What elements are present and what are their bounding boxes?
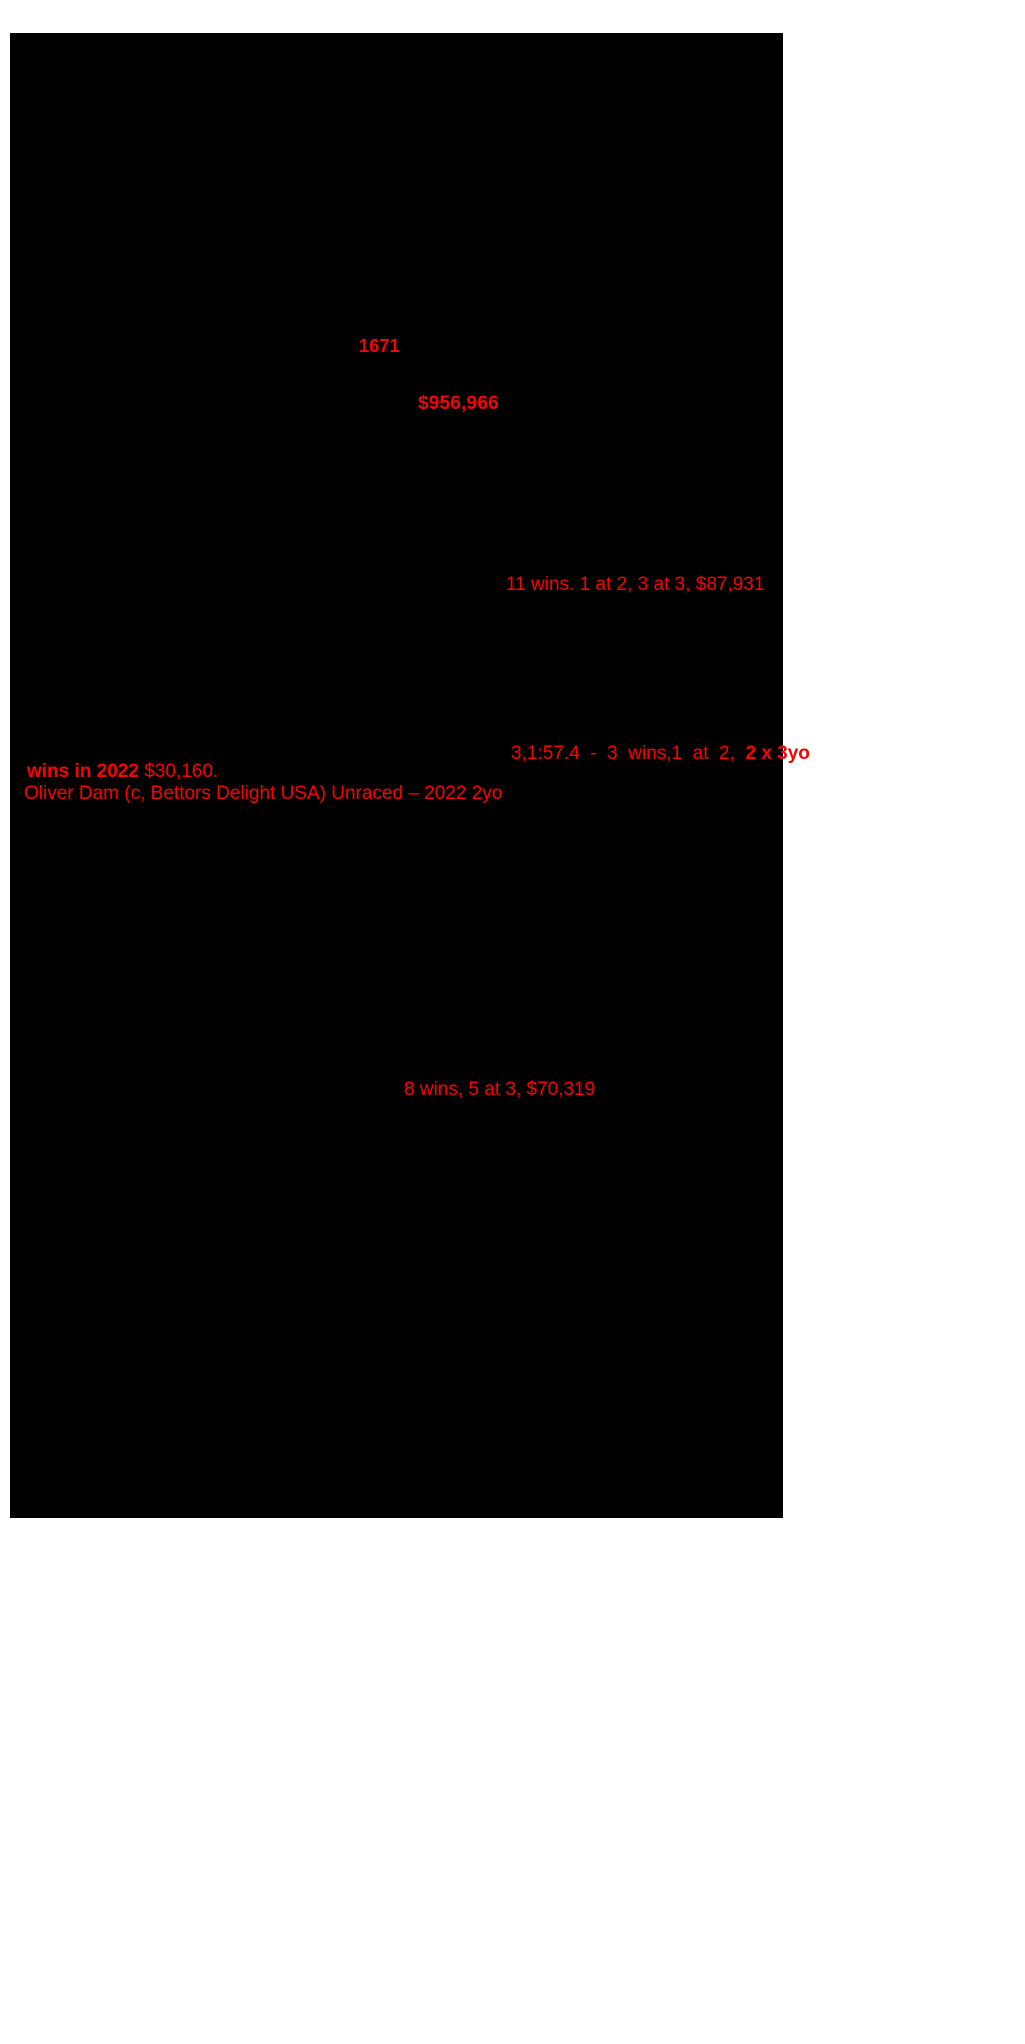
wins-summary-line-2: 8 wins, 5 at 3, $70,319 — [404, 1079, 596, 1100]
progeny-entry-line: Oliver Dam (c, Bettors Delight USA) Unraced – 2022 2yo — [24, 783, 503, 804]
foals-count-value: 1671 — [359, 336, 400, 356]
wins-in-2022-amount: $30,160. — [138, 761, 219, 782]
race-record-prefix: 3,1:57.4 - 3 wins,1 at 2, — [511, 743, 746, 764]
race-record-highlight: 2 x 3yo — [745, 743, 810, 764]
race-record-line — [511, 744, 810, 763]
wins-summary-line-1: 11 wins. 1 at 2, 3 at 3, $87,931 — [506, 574, 765, 595]
wins-in-2022-line — [27, 762, 218, 781]
stakes-total-value: $956,966 — [418, 393, 499, 414]
wins-in-2022-label: wins in 2022 — [27, 761, 139, 782]
